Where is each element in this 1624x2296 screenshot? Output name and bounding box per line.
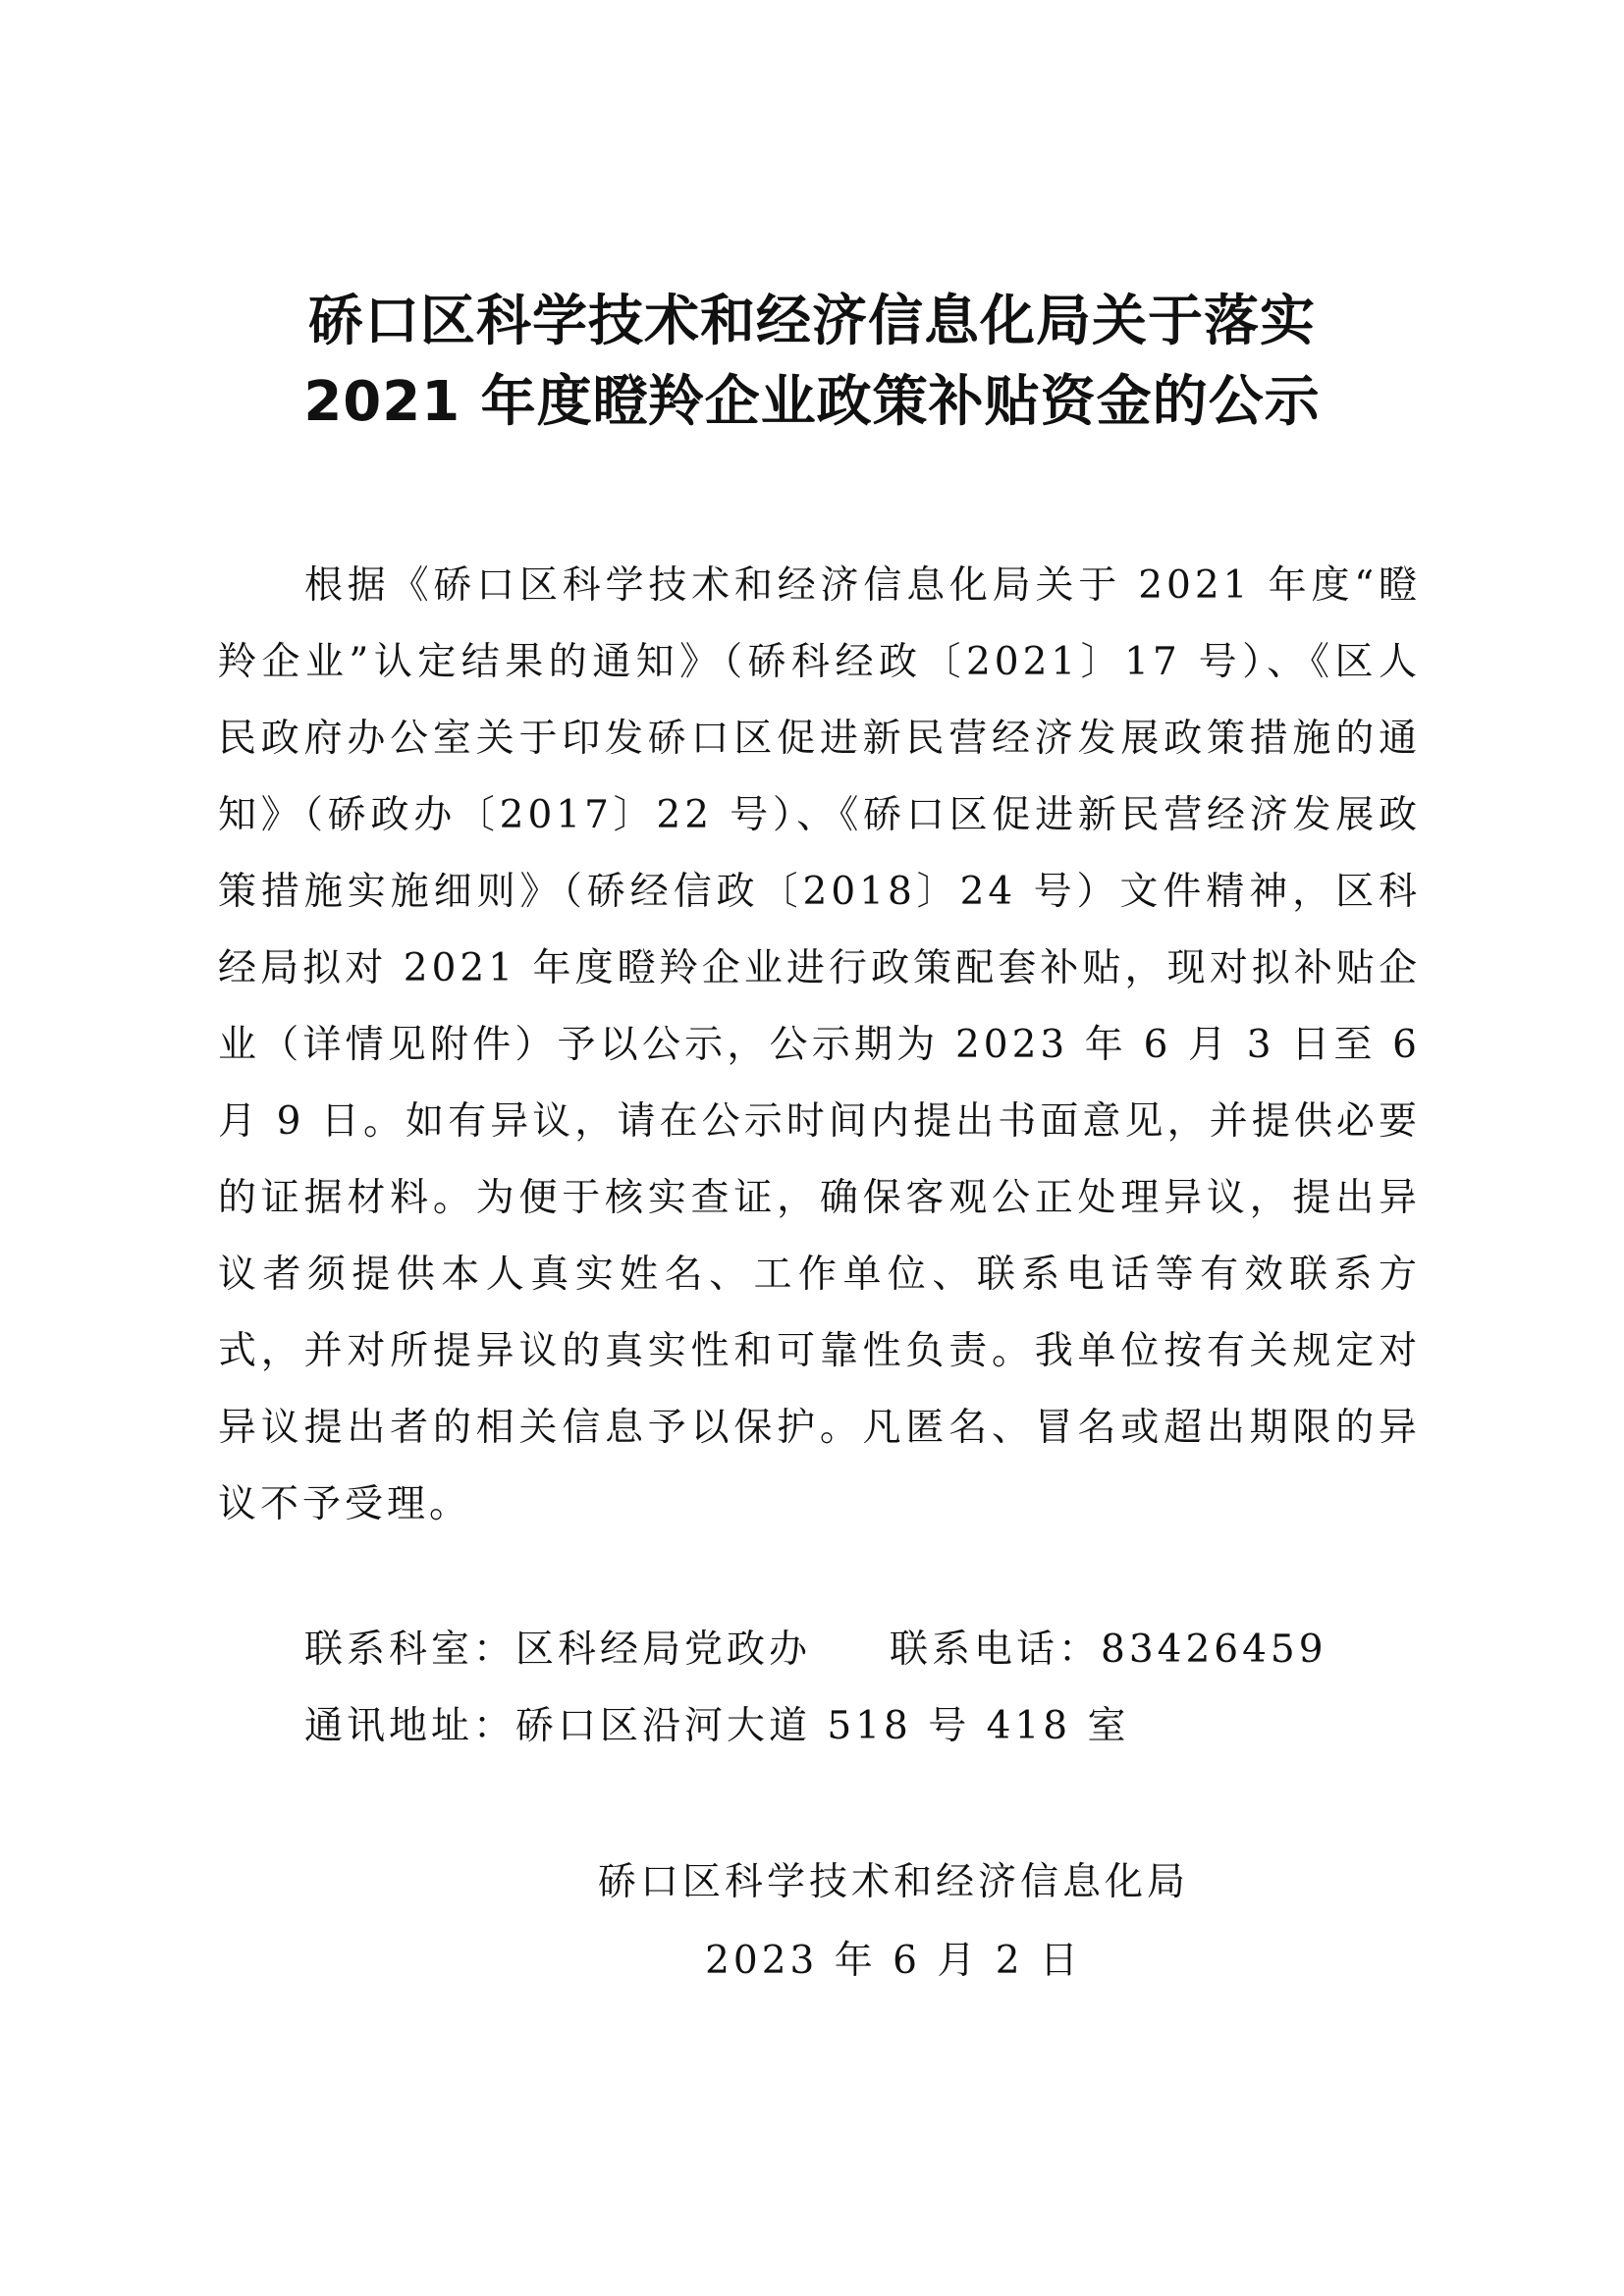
- signature-org: 硚口区科学技术和经济信息化局: [597, 1860, 1189, 1904]
- body-paragraph: 根据《硚口区科学技术和经济信息化局关于 2021 年度“瞪羚企业”认定结果的通知》（硚科经政〔2021〕17 号）、《区人民政府办公室关于印发硚口区促进新民营经济发展政策措施的通知》（硚政办〔2017〕22 号）、《硚口区促进新民营经济发展政策措施实施细则》（硚经信政〔2018〕24 号）文件精神，区科经局拟对 2021 年度瞪羚企业进行政策配套补贴，现对拟补贴企业（详情见附件）予以公示，公示期为 2023 年 6 月 3 日至 6 月 9 日。如有异议，请在公示时间内提出书面意见，并提供必要的证据材料。为便于核实查证，确保客观公正处理异议，提出异议者须提供本人真实姓名、工作单位、联系电话等有效联系方式，并对所提异议的真实性和可靠性负责。我单位按有关规定对异议提出者的相关信息予以保护。凡匿名、冒名或超出期限的异议不予受理。: [218, 563, 1421, 1526]
- dept-value: 区科经局党政办: [515, 1628, 812, 1672]
- document-title: [218, 282, 1406, 443]
- signature-block: [550, 1843, 1237, 2001]
- address-label: 通讯地址：: [304, 1704, 516, 1748]
- address-value: 硚口区沿河大道 518 号 418 室: [515, 1704, 1130, 1748]
- contact-row-address: [304, 1688, 1414, 1765]
- phone-label: 联系电话：: [890, 1628, 1102, 1672]
- contact-row-dept-phone: [304, 1612, 1414, 1688]
- contact-block: [304, 1612, 1414, 1765]
- title-line-1: 硚口区科学技术和经济信息化局关于落实: [308, 290, 1316, 353]
- title-line-2: 2021 年度瞪羚企业政策补贴资金的公示: [303, 370, 1321, 434]
- signature-date: 2023 年 6 月 2 日: [705, 1939, 1082, 1983]
- dept-label: 联系科室：: [304, 1628, 516, 1672]
- phone-value: 83426459: [1101, 1628, 1327, 1672]
